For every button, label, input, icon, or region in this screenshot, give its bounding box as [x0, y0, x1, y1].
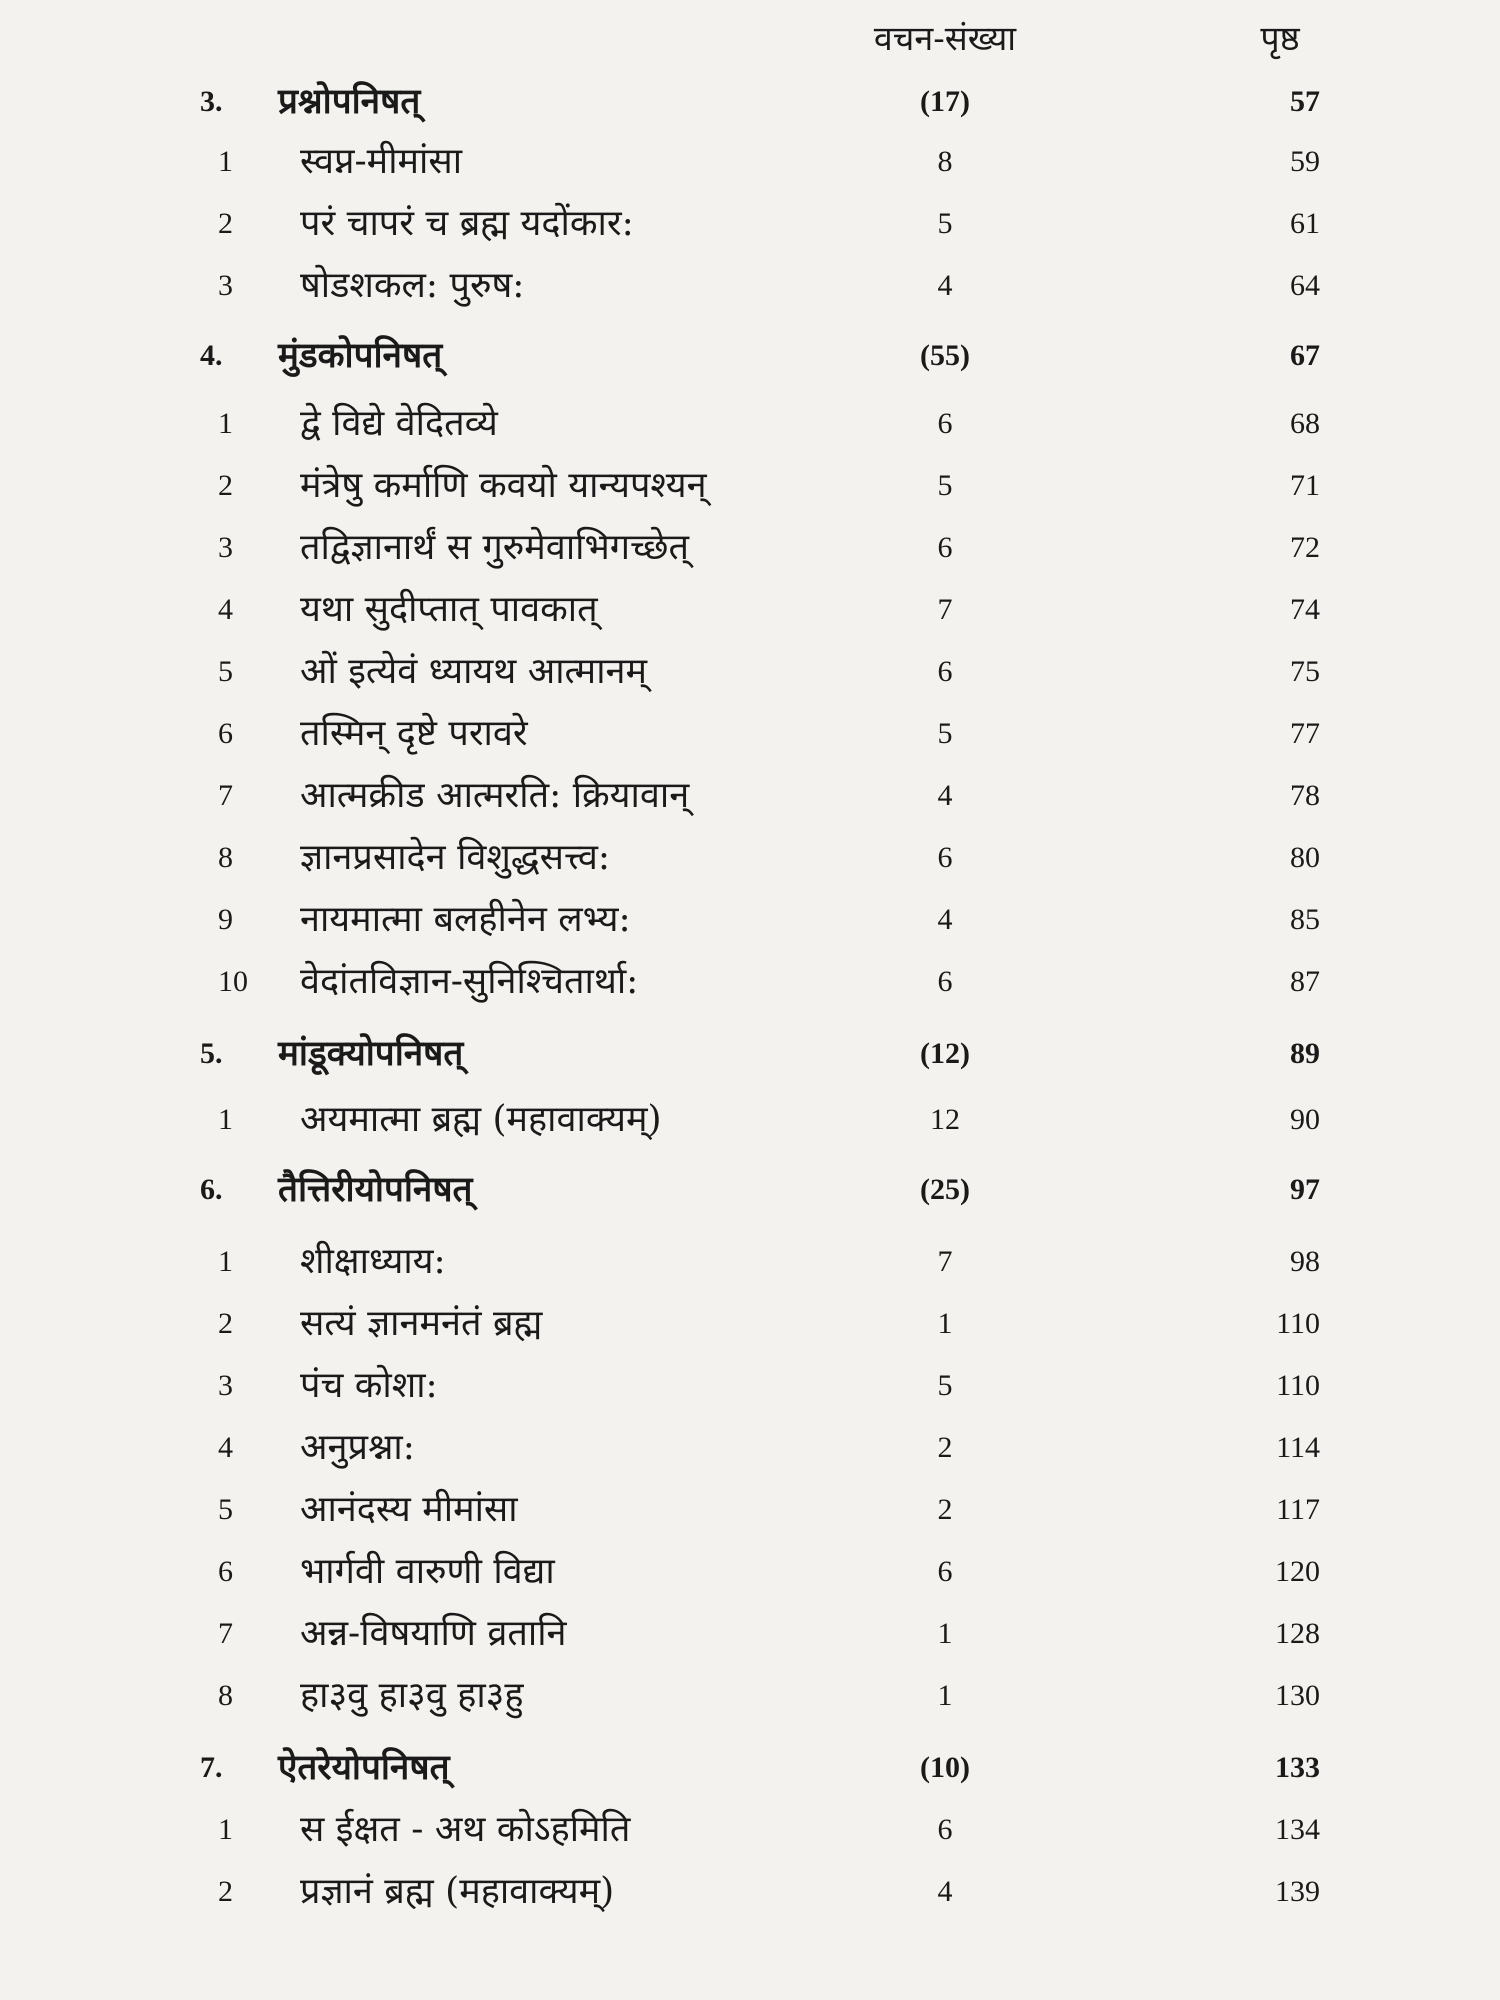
- entry-page-number: 110: [1276, 1369, 1320, 1402]
- entry-number: 7: [218, 1617, 233, 1650]
- entry-verse-count: 6: [937, 655, 953, 688]
- entry-number: 9: [218, 903, 233, 936]
- entry-page-number: 114: [1276, 1431, 1320, 1464]
- entry-title: अन्न-विषयाणि व्रतानि: [300, 1613, 567, 1654]
- entry-title: स्वप्न-मीमांसा: [300, 141, 463, 182]
- entry-number: 3: [218, 269, 233, 302]
- entry-page-number: 133: [1275, 1751, 1320, 1784]
- entry-verse-count: 1: [937, 1307, 953, 1340]
- entry-number: 1: [218, 145, 233, 178]
- entry-verse-count: 8: [937, 145, 953, 178]
- entry-verse-count: 6: [937, 841, 953, 874]
- toc-entry-row: [0, 1356, 1500, 1416]
- entry-title: ज्ञानप्रसादेन विशुद्धसत्त्व:: [300, 837, 611, 878]
- entry-number: 2: [218, 1307, 233, 1340]
- toc-entry-row: [0, 394, 1500, 454]
- toc-section-row: [0, 1024, 1500, 1084]
- entry-page-number: 130: [1275, 1679, 1320, 1712]
- entry-number: 3.: [200, 85, 223, 118]
- entry-verse-count: 6: [937, 1813, 953, 1846]
- entry-number: 4: [218, 1431, 233, 1464]
- entry-number: 5.: [200, 1037, 223, 1070]
- entry-title: पंच कोशा:: [300, 1365, 438, 1406]
- entry-verse-count: 6: [937, 407, 953, 440]
- entry-verse-count: (25): [920, 1173, 970, 1206]
- entry-title: भार्गवी वारुणी विद्या: [300, 1551, 555, 1592]
- entry-page-number: 75: [1290, 655, 1320, 688]
- toc-entry-row: [0, 1294, 1500, 1354]
- toc-entry-row: [0, 1232, 1500, 1292]
- entry-page-number: 98: [1290, 1245, 1320, 1278]
- entry-title: आत्मक्रीड आत्मरति: क्रियावान्: [300, 775, 690, 816]
- toc-entry-row: [0, 766, 1500, 826]
- entry-number: 8: [218, 1679, 233, 1712]
- entry-title: ओं इत्येवं ध्यायथ आत्मानम्: [300, 651, 648, 692]
- entry-page-number: 139: [1275, 1875, 1320, 1908]
- entry-title: ऐतरेयोपनिषत्: [278, 1747, 450, 1788]
- entry-verse-count: 5: [937, 469, 953, 502]
- toc-entry-row: [0, 642, 1500, 702]
- toc-entry-row: [0, 1862, 1500, 1922]
- entry-number: 2: [218, 469, 233, 502]
- entry-title: षोडशकल: पुरुष:: [300, 265, 525, 306]
- toc-section-row: [0, 326, 1500, 386]
- entry-number: 6: [218, 1555, 233, 1588]
- entry-verse-count: 4: [937, 269, 953, 302]
- entry-title: अनुप्रश्ना:: [300, 1427, 415, 1468]
- entry-page-number: 117: [1276, 1493, 1320, 1526]
- entry-verse-count: 6: [937, 965, 953, 998]
- entry-page-number: 71: [1290, 469, 1320, 502]
- toc-section-row: [0, 1160, 1500, 1220]
- toc-section-row: [0, 72, 1500, 132]
- toc-entry-row: [0, 1542, 1500, 1602]
- entry-title: प्रज्ञानं ब्रह्म (महावाक्यम्): [300, 1871, 615, 1912]
- toc-header: [0, 14, 1500, 64]
- toc-entry-row: [0, 704, 1500, 764]
- entry-page-number: 59: [1290, 145, 1320, 178]
- entry-title: हा३वु हा३वु हा३हु: [300, 1675, 524, 1716]
- entry-page-number: 67: [1290, 339, 1320, 372]
- header-page-label: पृष्ठ: [1260, 19, 1300, 59]
- entry-page-number: 57: [1290, 85, 1320, 118]
- entry-verse-count: 4: [937, 903, 953, 936]
- entry-page-number: 90: [1290, 1103, 1320, 1136]
- entry-title: तद्विज्ञानार्थं स गुरुमेवाभिगच्छेत्: [300, 527, 690, 568]
- entry-number: 1: [218, 1103, 233, 1136]
- entry-title: मुंडकोपनिषत्: [278, 335, 443, 376]
- entry-verse-count: (55): [920, 339, 970, 372]
- entry-verse-count: 4: [937, 1875, 953, 1908]
- entry-title: तैत्तिरीयोपनिषत्: [278, 1169, 473, 1210]
- toc-entry-row: [0, 1800, 1500, 1860]
- entry-page-number: 134: [1275, 1813, 1320, 1846]
- entry-verse-count: 2: [937, 1431, 953, 1464]
- entry-page-number: 89: [1290, 1037, 1320, 1070]
- entry-page-number: 72: [1290, 531, 1320, 564]
- entry-verse-count: (12): [920, 1037, 970, 1070]
- entry-number: 5: [218, 1493, 233, 1526]
- toc-entry-row: [0, 1418, 1500, 1478]
- entry-page-number: 78: [1290, 779, 1320, 812]
- toc-entry-row: [0, 580, 1500, 640]
- entry-verse-count: 6: [937, 531, 953, 564]
- entry-title: आनंदस्य मीमांसा: [300, 1489, 518, 1530]
- entry-number: 1: [218, 407, 233, 440]
- entry-page-number: 64: [1290, 269, 1320, 302]
- entry-page-number: 68: [1290, 407, 1320, 440]
- entry-verse-count: 6: [937, 1555, 953, 1588]
- entry-title: द्वे विद्ये वेदितव्ये: [300, 403, 498, 444]
- toc-entry-row: [0, 1666, 1500, 1726]
- entry-page-number: 80: [1290, 841, 1320, 874]
- entry-number: 6: [218, 717, 233, 750]
- entry-page-number: 128: [1275, 1617, 1320, 1650]
- entry-verse-count: 7: [937, 593, 953, 626]
- entry-verse-count: 1: [937, 1679, 953, 1712]
- entry-verse-count: (10): [920, 1751, 970, 1784]
- entry-number: 2: [218, 1875, 233, 1908]
- entry-verse-count: 7: [937, 1245, 953, 1278]
- entry-number: 3: [218, 531, 233, 564]
- entry-title: सत्यं ज्ञानमनंतं ब्रह्म: [300, 1303, 543, 1344]
- toc-entry-row: [0, 518, 1500, 578]
- entry-title: अयमात्मा ब्रह्म (महावाक्यम्): [300, 1099, 662, 1140]
- toc-section-row: [0, 1738, 1500, 1798]
- entry-number: 4.: [200, 339, 223, 372]
- entry-title: स ईक्षत - अथ कोऽहमिति: [300, 1809, 631, 1850]
- toc-entry-row: [0, 828, 1500, 888]
- entry-number: 7.: [200, 1751, 223, 1784]
- entry-verse-count: 12: [930, 1103, 960, 1136]
- toc-entry-row: [0, 194, 1500, 254]
- header-count-label: वचन-संख्या: [873, 19, 1017, 59]
- entry-verse-count: 1: [937, 1617, 953, 1650]
- entry-verse-count: 2: [937, 1493, 953, 1526]
- toc-entry-row: [0, 256, 1500, 316]
- entry-title: मंत्रेषु कर्माणि कवयो यान्यपश्यन्: [300, 465, 707, 506]
- entry-verse-count: 5: [937, 717, 953, 750]
- entry-number: 2: [218, 207, 233, 240]
- toc-entry-row: [0, 456, 1500, 516]
- entry-verse-count: 4: [937, 779, 953, 812]
- entry-number: 4: [218, 593, 233, 626]
- entry-number: 1: [218, 1245, 233, 1278]
- entry-title: परं चापरं च ब्रह्म यदोंकार:: [300, 203, 634, 244]
- toc-entry-row: [0, 1480, 1500, 1540]
- entry-title: मांडूक्योपनिषत्: [278, 1033, 464, 1074]
- entry-number: 6.: [200, 1173, 223, 1206]
- toc-entry-row: [0, 1604, 1500, 1664]
- entry-page-number: 74: [1290, 593, 1320, 626]
- toc-entry-row: [0, 132, 1500, 192]
- entry-number: 1: [218, 1813, 233, 1846]
- entry-page-number: 120: [1275, 1555, 1320, 1588]
- entry-number: 5: [218, 655, 233, 688]
- entry-title: यथा सुदीप्तात् पावकात्: [300, 589, 598, 630]
- entry-verse-count: (17): [920, 85, 970, 118]
- entry-page-number: 97: [1290, 1173, 1320, 1206]
- entry-number: 10: [218, 965, 248, 998]
- entry-verse-count: 5: [937, 207, 953, 240]
- entry-number: 8: [218, 841, 233, 874]
- entry-title: तस्मिन् दृष्टे परावरे: [300, 713, 528, 754]
- entry-verse-count: 5: [937, 1369, 953, 1402]
- entry-page-number: 85: [1290, 903, 1320, 936]
- toc-entry-row: [0, 952, 1500, 1012]
- entry-title: वेदांतविज्ञान-सुनिश्चितार्था:: [300, 961, 639, 1002]
- entry-page-number: 61: [1290, 207, 1320, 240]
- entry-page-number: 110: [1276, 1307, 1320, 1340]
- entry-title: नायमात्मा बलहीनेन लभ्य:: [300, 899, 631, 940]
- entry-number: 3: [218, 1369, 233, 1402]
- toc-entry-row: [0, 890, 1500, 950]
- entry-page-number: 87: [1290, 965, 1320, 998]
- entry-title: प्रश्नोपनिषत्: [278, 81, 421, 122]
- toc-entry-row: [0, 1090, 1500, 1150]
- entry-page-number: 77: [1290, 717, 1320, 750]
- entry-title: शीक्षाध्याय:: [300, 1241, 446, 1282]
- entry-number: 7: [218, 779, 233, 812]
